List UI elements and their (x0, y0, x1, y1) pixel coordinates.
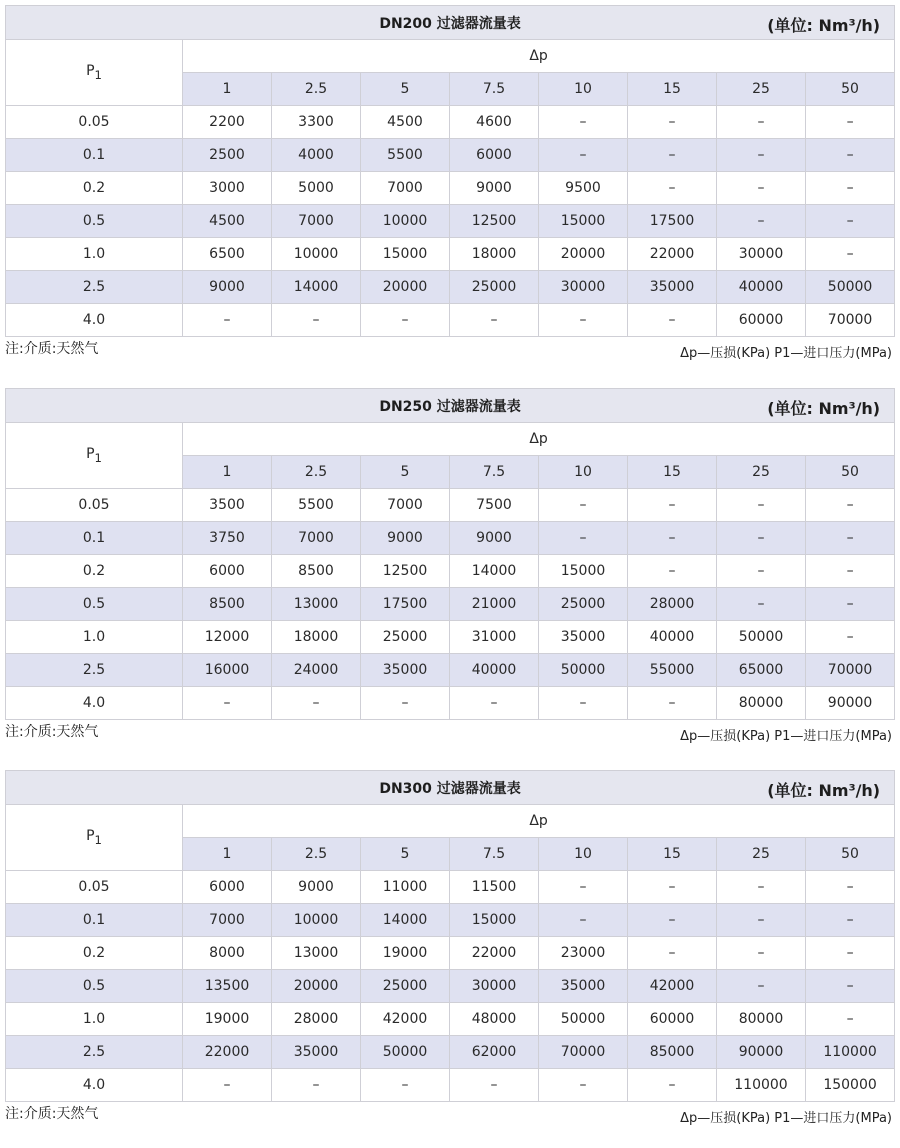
flow-value: 12500 (361, 555, 450, 588)
flow-value: 11000 (361, 871, 450, 904)
flow-value: 13000 (272, 937, 361, 970)
column-header: 2.5 (272, 456, 361, 489)
flow-value: 28000 (272, 1003, 361, 1036)
flow-value: 3500 (183, 489, 272, 522)
p1-value: 2.5 (6, 654, 183, 687)
flow-value: – (806, 205, 895, 238)
column-header: 10 (539, 73, 628, 106)
flow-value: – (717, 970, 806, 1003)
flow-table-block (5, 770, 894, 1124)
flow-table-block (5, 388, 894, 742)
column-header: 50 (806, 73, 895, 106)
flow-value: 20000 (539, 238, 628, 271)
table-row (6, 970, 895, 1003)
table-row (6, 1069, 895, 1102)
flow-value: 60000 (717, 304, 806, 337)
table-row (6, 489, 895, 522)
flow-value: 8500 (272, 555, 361, 588)
flow-value: 22000 (628, 238, 717, 271)
table-title: DN200 过滤器流量表 (379, 15, 521, 32)
table-row (6, 106, 895, 139)
flow-value: 19000 (183, 1003, 272, 1036)
flow-value: 5000 (272, 172, 361, 205)
flow-value: 10000 (272, 238, 361, 271)
flow-value: – (272, 1069, 361, 1102)
flow-value: 9500 (539, 172, 628, 205)
flow-value: 24000 (272, 654, 361, 687)
flow-value: 25000 (361, 621, 450, 654)
table-row (6, 139, 895, 172)
flow-value: 18000 (272, 621, 361, 654)
flow-value: 70000 (806, 304, 895, 337)
flow-value: – (806, 621, 895, 654)
flow-table (5, 5, 895, 337)
flow-value: 25000 (361, 970, 450, 1003)
legend-note: Δp—压损(KPa) P1—进口压力(MPa) (680, 729, 892, 744)
flow-value: 22000 (183, 1036, 272, 1069)
flow-value: – (806, 522, 895, 555)
flow-value: 13000 (272, 588, 361, 621)
flow-value: 110000 (717, 1069, 806, 1102)
table-row (6, 555, 895, 588)
flow-value: – (806, 139, 895, 172)
flow-value: – (183, 687, 272, 720)
flow-value: 35000 (539, 970, 628, 1003)
table-row (6, 1036, 895, 1069)
flow-value: – (361, 1069, 450, 1102)
table-title-cell (6, 389, 895, 423)
flow-value: 7000 (361, 172, 450, 205)
flow-value: 8500 (183, 588, 272, 621)
flow-value: – (717, 489, 806, 522)
flow-value: – (628, 172, 717, 205)
flow-value: – (628, 304, 717, 337)
table-row (6, 238, 895, 271)
flow-value: 19000 (361, 937, 450, 970)
flow-value: – (628, 106, 717, 139)
p1-value: 0.05 (6, 871, 183, 904)
table-row (6, 654, 895, 687)
flow-value: 8000 (183, 937, 272, 970)
table-title: DN250 过滤器流量表 (379, 398, 521, 415)
flow-value: 4500 (361, 106, 450, 139)
flow-value: – (717, 522, 806, 555)
flow-value: 10000 (272, 904, 361, 937)
flow-value: 50000 (361, 1036, 450, 1069)
flow-value: 90000 (806, 687, 895, 720)
flow-value: – (806, 172, 895, 205)
flow-value: – (806, 1003, 895, 1036)
flow-value: 25000 (539, 588, 628, 621)
dp-header: Δp (183, 805, 895, 838)
column-header: 15 (628, 456, 717, 489)
flow-value: – (806, 937, 895, 970)
table-row (6, 172, 895, 205)
flow-value: 150000 (806, 1069, 895, 1102)
p1-value: 4.0 (6, 687, 183, 720)
table-notes (5, 1102, 894, 1124)
flow-value: 28000 (628, 588, 717, 621)
column-header: 1 (183, 73, 272, 106)
p1-symbol: P (86, 828, 95, 845)
flow-value: 85000 (628, 1036, 717, 1069)
flow-value: – (628, 1069, 717, 1102)
flow-value: – (806, 555, 895, 588)
flow-value: 62000 (450, 1036, 539, 1069)
flow-value: 4000 (272, 139, 361, 172)
flow-value: – (183, 1069, 272, 1102)
flow-value: – (539, 1069, 628, 1102)
flow-value: 13500 (183, 970, 272, 1003)
flow-value: 9000 (183, 271, 272, 304)
flow-value: – (628, 904, 717, 937)
flow-value: 15000 (450, 904, 539, 937)
flow-value: 3300 (272, 106, 361, 139)
unit-label: (单位: Nm³/h) (767, 399, 881, 418)
flow-value: – (539, 522, 628, 555)
table-notes (5, 720, 894, 742)
flow-value: 30000 (450, 970, 539, 1003)
p1-value: 0.5 (6, 970, 183, 1003)
p1-value: 1.0 (6, 238, 183, 271)
p1-value: 0.2 (6, 937, 183, 970)
table-row (6, 1003, 895, 1036)
flow-value: 4600 (450, 106, 539, 139)
medium-note: 注:介质:天然气 (5, 341, 99, 357)
column-header: 25 (717, 456, 806, 489)
flow-value: 23000 (539, 937, 628, 970)
flow-value: 40000 (450, 654, 539, 687)
dp-header: Δp (183, 40, 895, 73)
flow-value: – (628, 555, 717, 588)
flow-value: 80000 (717, 687, 806, 720)
flow-table (5, 770, 895, 1102)
flow-value: 14000 (272, 271, 361, 304)
legend-note: Δp—压损(KPa) P1—进口压力(MPa) (680, 346, 892, 361)
flow-value: 70000 (539, 1036, 628, 1069)
table-row (6, 687, 895, 720)
column-header: 1 (183, 456, 272, 489)
flow-value: 18000 (450, 238, 539, 271)
flow-value: – (717, 172, 806, 205)
medium-note: 注:介质:天然气 (5, 1106, 99, 1122)
flow-value: 20000 (272, 970, 361, 1003)
flow-value: 7000 (183, 904, 272, 937)
flow-value: – (361, 687, 450, 720)
column-header: 25 (717, 73, 806, 106)
p1-value: 1.0 (6, 621, 183, 654)
flow-value: 20000 (361, 271, 450, 304)
flow-value: 21000 (450, 588, 539, 621)
column-header: 50 (806, 456, 895, 489)
flow-value: – (539, 871, 628, 904)
flow-value: 2500 (183, 139, 272, 172)
unit-label: (单位: Nm³/h) (767, 16, 881, 35)
flow-value: – (450, 304, 539, 337)
p1-value: 0.5 (6, 205, 183, 238)
flow-value: – (806, 238, 895, 271)
flow-value: – (717, 205, 806, 238)
flow-value: 12500 (450, 205, 539, 238)
p1-value: 0.5 (6, 588, 183, 621)
flow-value: 5500 (272, 489, 361, 522)
flow-value: – (717, 904, 806, 937)
flow-value: 42000 (628, 970, 717, 1003)
flow-value: 17500 (361, 588, 450, 621)
flow-table-block (5, 5, 894, 359)
flow-value: 25000 (450, 271, 539, 304)
flow-value: 35000 (361, 654, 450, 687)
p1-subscript: 1 (94, 450, 102, 465)
flow-value: – (450, 1069, 539, 1102)
flow-value: 7000 (272, 205, 361, 238)
table-row (6, 904, 895, 937)
flow-value: 50000 (539, 1003, 628, 1036)
flow-value: 7500 (450, 489, 539, 522)
column-header: 2.5 (272, 73, 361, 106)
column-header: 10 (539, 838, 628, 871)
p1-value: 0.05 (6, 106, 183, 139)
flow-value: – (806, 588, 895, 621)
column-header: 2.5 (272, 838, 361, 871)
flow-value: 10000 (361, 205, 450, 238)
table-row (6, 271, 895, 304)
flow-value: – (717, 937, 806, 970)
column-header: 5 (361, 838, 450, 871)
flow-value: 2200 (183, 106, 272, 139)
p1-subscript: 1 (94, 67, 102, 82)
flow-value: 6000 (450, 139, 539, 172)
column-header: 50 (806, 838, 895, 871)
flow-value: 15000 (539, 205, 628, 238)
table-row (6, 871, 895, 904)
flow-value: 3750 (183, 522, 272, 555)
flow-value: 16000 (183, 654, 272, 687)
p1-symbol: P (86, 63, 95, 80)
flow-value: 42000 (361, 1003, 450, 1036)
flow-value: 14000 (361, 904, 450, 937)
p1-symbol: P (86, 446, 95, 463)
flow-value: 9000 (272, 871, 361, 904)
flow-value: 12000 (183, 621, 272, 654)
flow-value: 90000 (717, 1036, 806, 1069)
p1-header (6, 423, 183, 489)
flow-value: 50000 (806, 271, 895, 304)
flow-value: 6000 (183, 871, 272, 904)
flow-value: 50000 (539, 654, 628, 687)
p1-header (6, 40, 183, 106)
flow-value: 48000 (450, 1003, 539, 1036)
table-notes (5, 337, 894, 359)
p1-subscript: 1 (94, 832, 102, 847)
flow-value: 30000 (717, 238, 806, 271)
flow-value: 14000 (450, 555, 539, 588)
legend-note: Δp—压损(KPa) P1—进口压力(MPa) (680, 1111, 892, 1126)
p1-value: 4.0 (6, 304, 183, 337)
flow-value: 55000 (628, 654, 717, 687)
flow-value: 31000 (450, 621, 539, 654)
flow-value: – (539, 106, 628, 139)
flow-value: 40000 (717, 271, 806, 304)
table-title-cell (6, 6, 895, 40)
flow-value: 60000 (628, 1003, 717, 1036)
column-header: 5 (361, 456, 450, 489)
flow-value: 50000 (717, 621, 806, 654)
p1-value: 0.1 (6, 904, 183, 937)
flow-value: – (806, 489, 895, 522)
table-row (6, 522, 895, 555)
flow-value: – (450, 687, 539, 720)
flow-value: – (272, 304, 361, 337)
column-header: 10 (539, 456, 628, 489)
flow-value: 5500 (361, 139, 450, 172)
p1-header (6, 805, 183, 871)
flow-value: – (717, 588, 806, 621)
flow-value: 17500 (628, 205, 717, 238)
table-row (6, 205, 895, 238)
column-header: 1 (183, 838, 272, 871)
table-row (6, 937, 895, 970)
flow-table (5, 388, 895, 720)
flow-value: – (539, 489, 628, 522)
column-header: 25 (717, 838, 806, 871)
flow-value: 4500 (183, 205, 272, 238)
flow-value: 110000 (806, 1036, 895, 1069)
table-row (6, 304, 895, 337)
flow-value: 80000 (717, 1003, 806, 1036)
flow-value: 6000 (183, 555, 272, 588)
table-row (6, 621, 895, 654)
flow-value: 9000 (450, 172, 539, 205)
flow-value: – (717, 555, 806, 588)
flow-value: – (272, 687, 361, 720)
flow-value: 30000 (539, 271, 628, 304)
flow-value: – (806, 970, 895, 1003)
medium-note: 注:介质:天然气 (5, 724, 99, 740)
flow-value: 65000 (717, 654, 806, 687)
column-header: 5 (361, 73, 450, 106)
column-header: 7.5 (450, 838, 539, 871)
flow-value: – (183, 304, 272, 337)
flow-value: – (539, 687, 628, 720)
p1-value: 0.1 (6, 522, 183, 555)
table-title-cell (6, 771, 895, 805)
flow-value: – (806, 871, 895, 904)
flow-value: 22000 (450, 937, 539, 970)
flow-value: 6500 (183, 238, 272, 271)
p1-value: 2.5 (6, 1036, 183, 1069)
column-header: 7.5 (450, 456, 539, 489)
flow-value: 35000 (539, 621, 628, 654)
flow-value: 35000 (272, 1036, 361, 1069)
flow-value: – (539, 139, 628, 172)
column-header: 7.5 (450, 73, 539, 106)
flow-value: – (628, 687, 717, 720)
table-row (6, 588, 895, 621)
flow-value: 3000 (183, 172, 272, 205)
flow-value: 9000 (361, 522, 450, 555)
p1-value: 0.1 (6, 139, 183, 172)
flow-value: 15000 (539, 555, 628, 588)
flow-value: 35000 (628, 271, 717, 304)
flow-value: – (628, 937, 717, 970)
p1-value: 0.2 (6, 555, 183, 588)
flow-value: 11500 (450, 871, 539, 904)
p1-value: 0.2 (6, 172, 183, 205)
flow-value: – (539, 304, 628, 337)
flow-value: 40000 (628, 621, 717, 654)
p1-value: 1.0 (6, 1003, 183, 1036)
p1-value: 4.0 (6, 1069, 183, 1102)
column-header: 15 (628, 73, 717, 106)
flow-value: 15000 (361, 238, 450, 271)
flow-value: – (361, 304, 450, 337)
flow-value: – (806, 904, 895, 937)
flow-value: 7000 (361, 489, 450, 522)
unit-label: (单位: Nm³/h) (767, 781, 881, 800)
flow-value: 7000 (272, 522, 361, 555)
dp-header: Δp (183, 423, 895, 456)
flow-value: – (717, 139, 806, 172)
flow-value: – (539, 904, 628, 937)
flow-value: – (628, 871, 717, 904)
flow-value: – (628, 489, 717, 522)
flow-value: – (717, 106, 806, 139)
flow-value: – (717, 871, 806, 904)
p1-value: 2.5 (6, 271, 183, 304)
flow-value: 70000 (806, 654, 895, 687)
flow-value: 9000 (450, 522, 539, 555)
flow-value: – (806, 106, 895, 139)
column-header: 15 (628, 838, 717, 871)
flow-value: – (628, 139, 717, 172)
p1-value: 0.05 (6, 489, 183, 522)
flow-value: – (628, 522, 717, 555)
table-title: DN300 过滤器流量表 (379, 780, 521, 797)
